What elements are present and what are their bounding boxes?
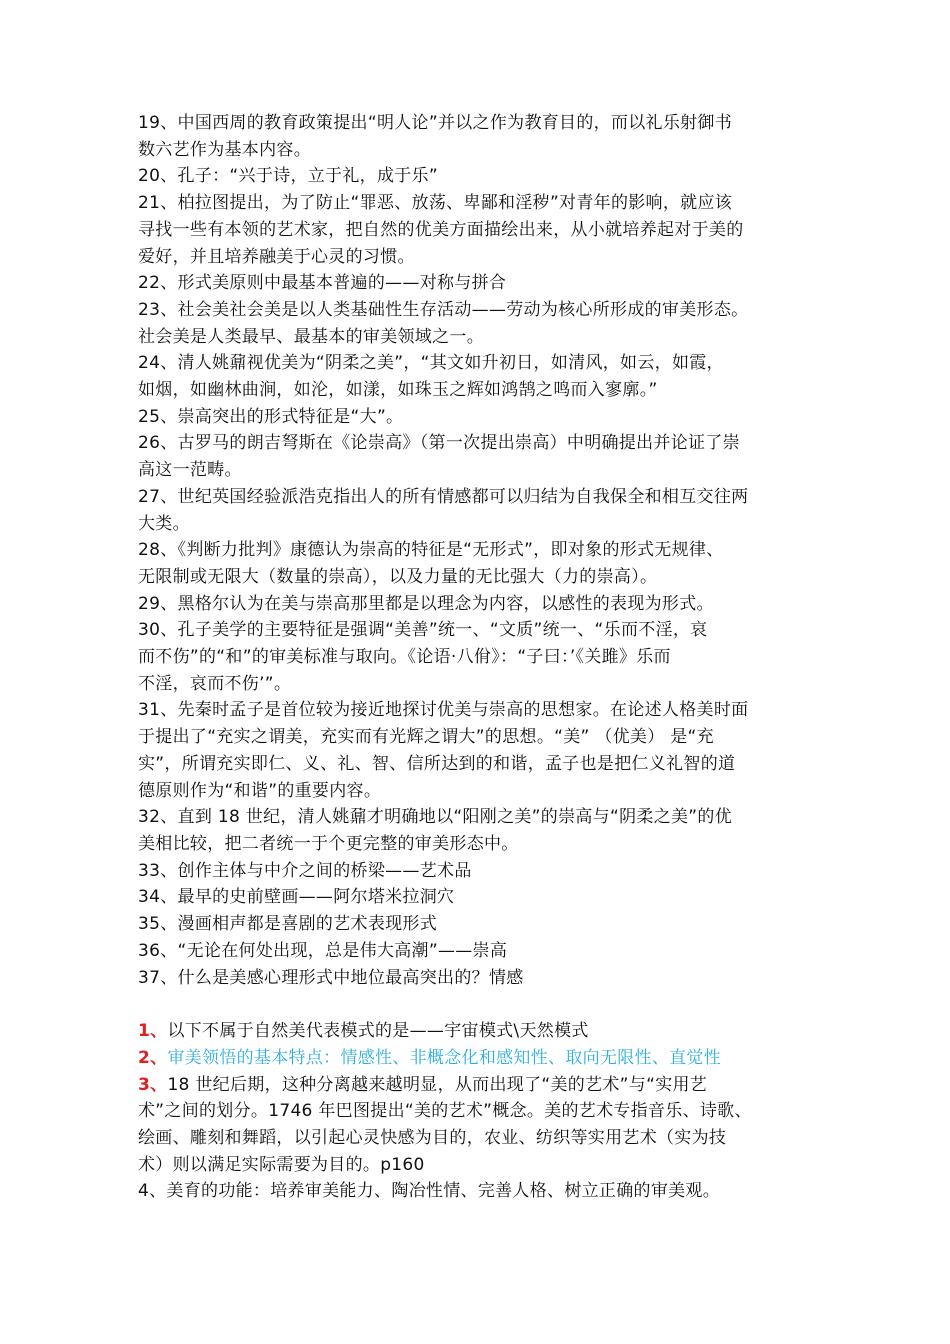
text-line: 于提出了“充实之谓美，充实而有光辉之谓大”的思想。“美” （优美） 是“充 <box>138 727 714 748</box>
question-number: 3、 <box>138 1074 168 1095</box>
text-line: 30、孔子美学的主要特征是强调“美善”统一、“文质”统一、“乐而不淫，哀 <box>138 620 708 641</box>
question-text: 以下不属于自然美代表模式的是——宇宙模式\天然模式 <box>167 1021 589 1042</box>
question-number: 2、 <box>138 1047 168 1068</box>
text-line: 35、漫画相声都是喜剧的艺术表现形式 <box>138 914 438 935</box>
text-line: 36、“无论在何处出现，总是伟大高潮”——崇高 <box>138 940 508 961</box>
text-line: 28、《判断力批判》康德认为崇高的特征是“无形式”，即对象的形式无规律、 <box>138 540 724 561</box>
text-line: 不淫，哀而不伤’”。 <box>138 673 292 694</box>
text-line: 26、古罗马的朗吉弩斯在《论崇高》（第一次提出崇高）中明确提出并论证了崇 <box>138 433 740 454</box>
section-numbered-notes <box>138 110 828 991</box>
question-text: 18 世纪后期，这种分离越来越明显，从而出现了“美的艺术”与“实用艺 <box>167 1074 708 1095</box>
text-line: 美相比较，把二者统一于个更完整的审美形态中。 <box>138 833 519 854</box>
text-line: 高这一范畴。 <box>138 460 242 481</box>
text-line: 寻找一些有本领的艺术家，把自然的优美方面描绘出来，从小就培养起对于美的 <box>138 219 744 240</box>
text-line: 如烟，如幽林曲涧，如沦，如漾，如珠玉之辉如鸿鹄之鸣而入寥廓。” <box>138 380 658 401</box>
text-line: 24、清人姚鼐视优美为“阴柔之美”，“其文如升初日，如清风，如云，如霞， <box>138 353 724 374</box>
text-line: 23、社会美社会美是以人类基础性生存活动——劳动为核心所形成的审美形态。 <box>138 299 749 320</box>
text-line: 数六艺作为基本内容。 <box>138 139 311 160</box>
question-text-highlight: 审美领悟的基本特点：情感性、非概念化和感知性、取向无限性、直觉性 <box>167 1047 722 1068</box>
text-line: 术）则以满足实际需要为目的。p160 <box>138 1154 425 1175</box>
text-line: 21、柏拉图提出，为了防止“罪恶、放荡、卑鄙和淫秽”对青年的影响，就应该 <box>138 193 733 214</box>
text-line: 大类。 <box>138 513 190 534</box>
text-line: 20、孔子：“兴于诗，立于礼，成于乐” <box>138 166 438 187</box>
text-line: 术”之间的划分。1746 年巴图提出“美的艺术”概念。美的艺术专指音乐、诗歌、 <box>138 1101 752 1122</box>
text-line: 25、崇高突出的形式特征是“大”。 <box>138 406 404 427</box>
text-line: 实”，所谓充实即仁、义、礼、智、信所达到的和谐，孟子也是把仁义礼智的道 <box>138 753 736 774</box>
section-questions <box>138 1018 828 1205</box>
text-line: 34、最早的史前壁画——阿尔塔米拉洞穴 <box>138 887 455 908</box>
text-line: 31、先秦时孟子是首位较为接近地探讨优美与崇高的思想家。在论述人格美时面 <box>138 700 749 721</box>
question-1 <box>138 1018 828 1045</box>
document-page <box>138 110 828 1205</box>
text-line: 32、直到 18 世纪，清人姚鼐才明确地以“阳刚之美”的崇高与“阴柔之美”的优 <box>138 807 732 828</box>
text-line: 社会美是人类最早、最基本的审美领域之一。 <box>138 326 484 347</box>
text-line: 无限制或无限大（数量的崇高），以及力量的无比强大（力的崇高）。 <box>138 566 658 587</box>
text-line: 22、形式美原则中最基本普遍的——对称与拼合 <box>138 273 507 294</box>
question-3 <box>138 1072 828 1099</box>
text-line: 爱好，并且培养融美于心灵的习惯。 <box>138 246 415 267</box>
question-2 <box>138 1045 828 1072</box>
text-line: 27、世纪英国经验派浩克指出人的所有情感都可以归结为自我保全和相互交往两 <box>138 486 749 507</box>
text-line: 而不伤”的“和”的审美标准与取向。《论语·八佾》：“子曰：’《关雎》乐而 <box>138 647 671 668</box>
question-4: 4、美育的功能：培养审美能力、陶冶性情、完善人格、树立正确的审美观。 <box>138 1181 721 1202</box>
section-spacer <box>138 991 828 1018</box>
text-line: 37、什么是美感心理形式中地位最高突出的？情感 <box>138 967 524 988</box>
text-line: 绘画、雕刻和舞蹈，以引起心灵快感为目的，农业、纺织等实用艺术（实为技 <box>138 1128 727 1149</box>
text-line: 33、创作主体与中介之间的桥梁——艺术品 <box>138 860 472 881</box>
text-line: 德原则作为“和谐”的重要内容。 <box>138 780 382 801</box>
question-number: 1、 <box>138 1021 168 1042</box>
text-line: 19、中国西周的教育政策提出“明人论”并以之作为教育目的，而以礼乐射御书 <box>138 113 733 133</box>
text-line: 29、黑格尔认为在美与崇高那里都是以理念为内容，以感性的表现为形式。 <box>138 593 714 614</box>
